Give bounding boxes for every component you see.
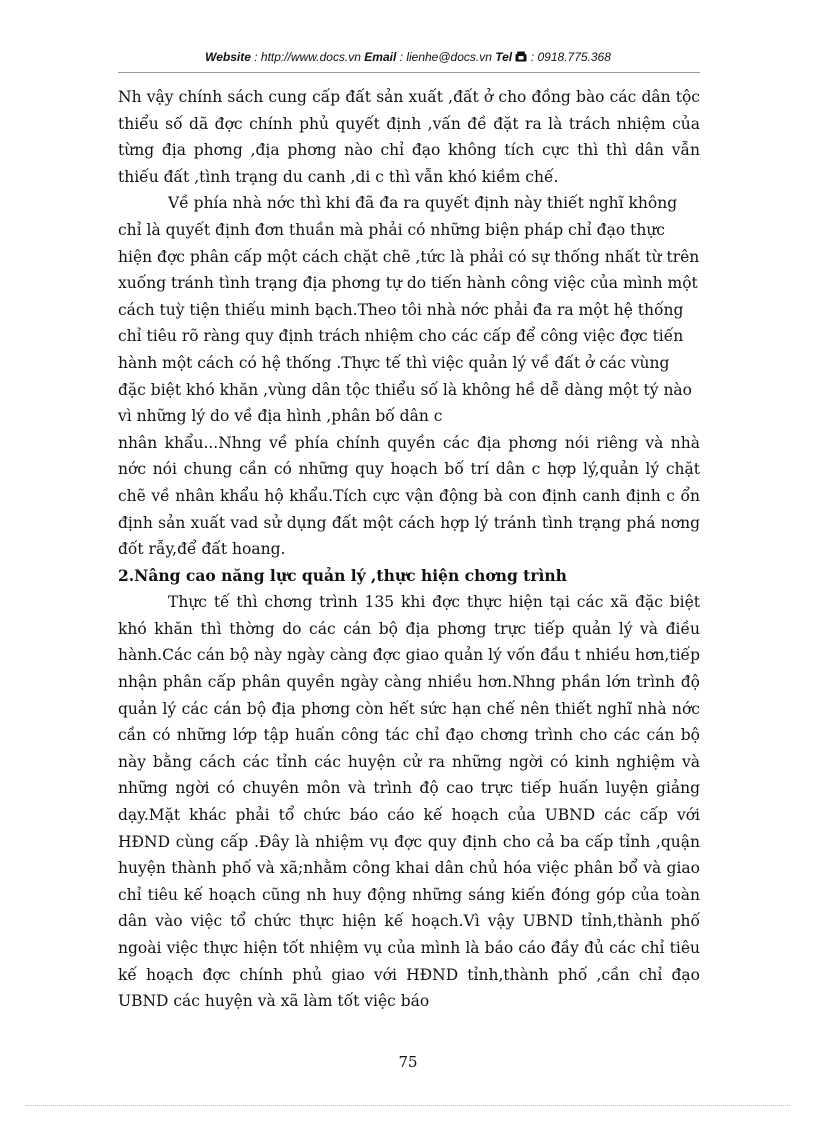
tel-value: : 0918.775.368: [530, 50, 611, 64]
phone-icon: [515, 51, 527, 62]
website-label: Website: [205, 50, 251, 64]
footer-divider: [26, 1105, 790, 1106]
section-heading: 2.Nâng cao năng lực quản lý ,thực hiện chơng trình: [118, 565, 567, 585]
email-value: : lienhe@docs.vn: [399, 50, 492, 64]
header-divider: [118, 72, 700, 73]
tel-label: Tel: [495, 50, 513, 64]
paragraph-1: Nh vậy chính sách cung cấp đất sản xuất ,đất ở cho đồng bào các dân tộc thiểu số dã đợc chính phủ quyết định ,vấn đề đặt ra là trách nhiệm của từng địa phơng ,địa phơng nào chỉ đạo không tích cực thì thì dân vẫn thiếu đất ,tình trạng du canh ,di c thì vẫn khó kiềm chế.: [118, 88, 700, 186]
paragraph-3: nhân khẩu...Nhng về phía chính quyền các địa phơng nói riêng và nhà nớc nói chung cần có những quy hoạch bố trí dân c hợp lý,quản lý chặt chẽ về nhân khẩu hộ khẩu.Tích cực vận động bà con định canh định c ổn định sản xuất vad sử dụng đất một cách hợp lý tránh tình trạng phá nơng đốt rẫy,để đất hoang.: [118, 433, 700, 559]
paragraph-2: Về phía nhà nớc thì khi đã đa ra quyết định này thiết nghĩ không chỉ là quyết định đơn thuần mà phải có những biện pháp chỉ đạo thực hiện đợc phân cấp một cách chặt chẽ ,tức là phải có sự thống nhất từ trên xuống tránh tình trạng địa phơng tự do tiến hành công việc của mình một cách tuỳ tiện thiếu minh bạch.Theo tôi nhà nớc phải đa ra một hệ thống chỉ tiêu rõ ràng quy định trách nhiệm cho các cấp để công việc đợc tiến hành một cách có hệ thống .Thực tế thì việc quản lý về đất ở các vùng đặc biệt khó khăn ,vùng dân tộc thiểu số là không hề dễ dàng một tý nào vì những lý do về địa hình ,phân bố dân c: [118, 194, 700, 426]
section-paragraph: Thực tế thì chơng trình 135 khi đợc thực hiện tại các xã đặc biệt khó khăn thì thờng do các cán bộ địa phơng trực tiếp quản lý và điều hành.Các cán bộ này ngày càng đợc giao quản lý vốn đầu t nhiều hơn,tiếp nhận phân cấp phân quyền ngày càng nhiều hơn.Nhng phần lớn trình độ quản lý các cán bộ địa phơng còn hết sức hạn chế nên thiết nghĩ nhà nớc cần có những lớp tập huấn công tác chỉ đạo chơng trình cho các cán bộ này bằng cách các tỉnh các huyện cử ra những ngời có kinh nghiệm và những ngời có chuyên môn và trình độ cao trực tiếp huấn luyện giảng dạy.Mặt khác phải tổ chức báo cáo kế hoạch của UBND các cấp với HĐND cùng cấp .Đây là nhiệm vụ đợc quy định cho cả ba cấp tỉnh ,quận huyện thành phố và xã;nhằm công khai dân chủ hóa việc phân bổ và giao chỉ tiêu kế hoạch cũng nh huy động những sáng kiến đóng góp của toàn dân vào việc tổ chức thực hiện kế hoạch.Vì vậy UBND tỉnh,thành phố ngoài việc thực hiện tốt nhiệm vụ của mình là báo cáo đầy đủ các chỉ tiêu kế hoạch đợc chính phủ giao với HĐND tỉnh,thành phố ,cần chỉ đạo UBND các huyện và xã làm tốt việc báo: [118, 593, 700, 1011]
website-value: : http://www.docs.vn: [254, 50, 361, 64]
page-header: [118, 50, 698, 64]
page-number: 75: [398, 1053, 418, 1071]
email-label: Email: [364, 50, 397, 64]
document-body: [118, 84, 700, 1015]
